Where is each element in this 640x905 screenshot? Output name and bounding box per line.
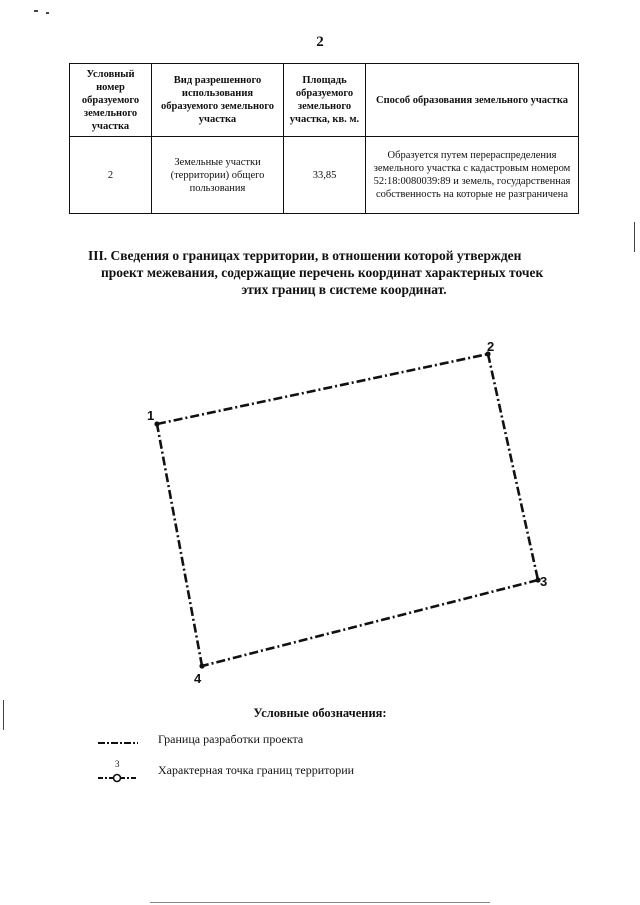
boundary-point-1 [154,421,159,426]
cell-area: 33,85 [284,137,366,214]
boundary-segment-2-3 [488,354,538,580]
table-row [70,137,579,214]
land-plot-table [69,63,579,214]
section-heading-line-3: этих границ в системе координат. [241,282,447,297]
scan-mark-top-left-2 [46,12,49,14]
boundary-point-symbol [96,757,140,787]
scan-mark-right-edge [634,222,635,252]
boundary-segment-3-4 [202,580,538,666]
legend-boundary-label: Граница разработки проекта [158,732,304,746]
cell-plot-number: 2 [70,137,152,214]
boundary-line-symbol [96,732,140,752]
boundary-lines [157,354,538,666]
cell-permitted-use: Земельные участки (территории) общего пользования [152,137,284,214]
boundary-segment-1-2 [157,354,488,424]
section-heading [70,247,590,298]
point-label-4: 4 [194,671,202,686]
scan-mark-top-left [34,10,38,12]
point-label-3: 3 [540,574,548,589]
cell-formation-method: Образуется путем перераспределения земельного участка с кадастровым номером 52:18:0080039:89 и земель, государственная собственность на которые не разграничена [366,137,579,214]
header-area: Площадь образуемого земельного участка, кв. м. [284,64,366,137]
header-plot-number: Условный номер образуемого земельного участка [70,64,152,137]
table-header-row [70,64,579,137]
scan-mark-bottom [150,902,490,903]
legend-point-label: Характерная точка границ территории [158,763,355,777]
point-label-2: 2 [487,339,495,354]
point-label-1: 1 [147,408,155,423]
section-heading-line-2: проект межевания, содержащие перечень координат характерных точек [101,265,544,280]
section-heading-line-1: III. Сведения о границах территории, в отношении которой утвержден [88,248,522,263]
page-number: 2 [316,34,324,50]
legend-title: Условные обозначения: [253,706,387,720]
header-permitted-use: Вид разрешенного использования образуемого земельного участка [152,64,284,137]
boundary-point-4 [199,663,204,668]
boundary-plan [130,330,570,700]
boundary-segment-4-1 [157,424,202,666]
scan-mark-left-edge [3,700,4,730]
legend-point-sample-number: 3 [115,759,120,769]
header-formation-method: Способ образования земельного участка [366,64,579,137]
